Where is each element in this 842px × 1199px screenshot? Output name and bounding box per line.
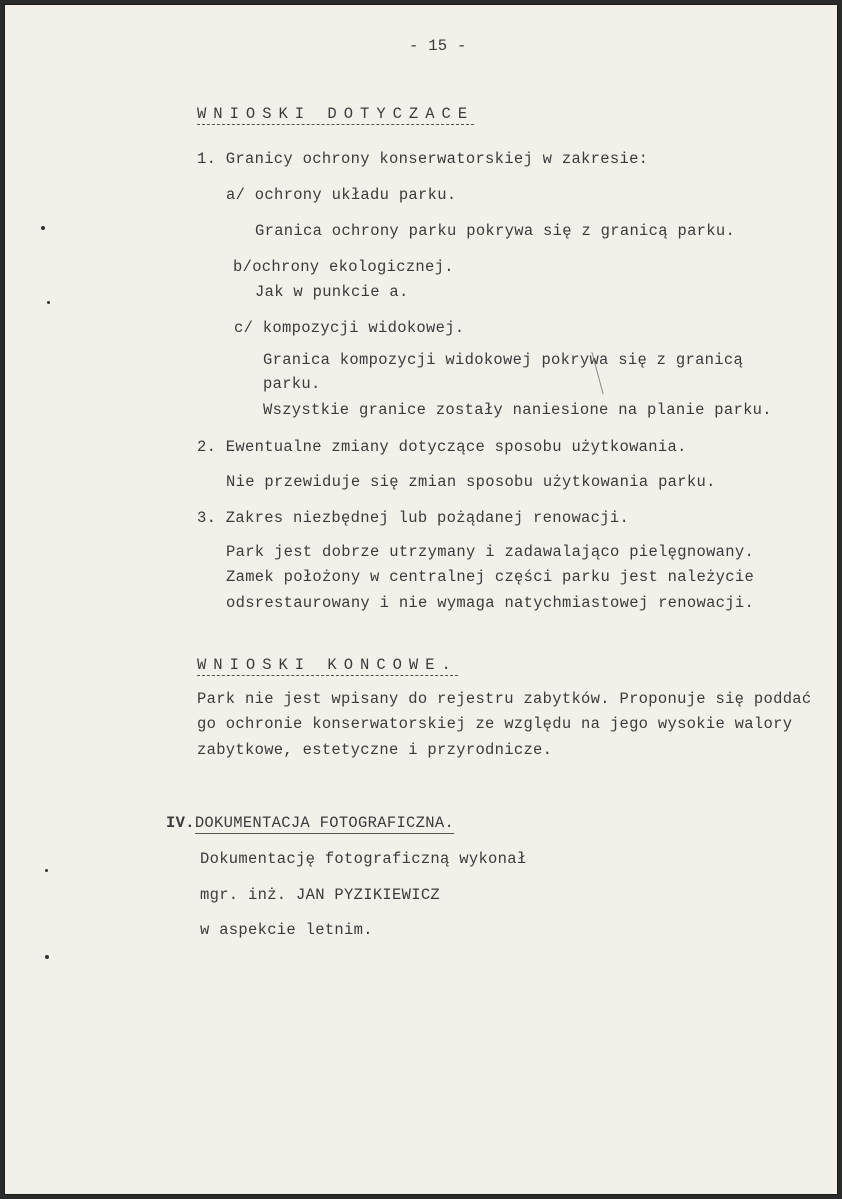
section-iv-heading-line (166, 814, 454, 832)
koncowe-text-1: Park nie jest wpisany do rejestru zabytków. Proponuje się poddać (197, 690, 812, 708)
item-2-label: 2. Ewentualne zmiany dotyczące sposobu użytkowania. (197, 438, 687, 456)
item-1-label: 1. Granicy ochrony konserwatorskiej w zakresie: (197, 150, 649, 168)
section-iv-heading: DOKUMENTACJA FOTOGRAFICZNA. (194, 814, 455, 832)
binder-hole-mark (45, 955, 49, 959)
section-iv-number: IV. (166, 814, 195, 832)
binder-hole-mark (41, 226, 45, 230)
item-1b-label: b/ochrony ekologicznej. (233, 258, 454, 276)
section-heading-wnioski-dotyczace: WNIOSKI DOTYCZACE (197, 105, 475, 123)
item-1b-text: Jak w punkcie a. (255, 283, 409, 301)
document-page (4, 4, 838, 1195)
page-number: - 15 - (409, 37, 467, 55)
item-1c-label: c/ kompozycji widokowej. (234, 319, 465, 337)
section-heading-wnioski-koncowe: WNIOSKI KONCOWE. (197, 656, 458, 674)
item-1c-text-3: Wszystkie granice zostały naniesione na planie parku. (263, 401, 772, 419)
item-1a-label: a/ ochrony układu parku. (226, 186, 457, 204)
koncowe-text-3: zabytkowe, estetyczne i przyrodnicze. (197, 741, 553, 759)
item-1c-text-1: Granica kompozycji widokowej pokrywa się z granicą (263, 351, 744, 369)
item-1a-text: Granica ochrony parku pokrywa się z granicą parku. (255, 222, 736, 240)
item-3-text-3: odsrestaurowany i nie wymaga natychmiastowej renowacji. (226, 594, 755, 612)
binder-hole-mark (45, 869, 48, 872)
item-3-text-2: Zamek położony w centralnej części parku jest należycie (226, 568, 755, 586)
item-2-text: Nie przewiduje się zmian sposobu użytkowania parku. (226, 473, 716, 491)
binder-hole-mark (47, 301, 50, 304)
item-1c-text-2: parku. (263, 375, 321, 393)
section-iv-text-2: mgr. inż. JAN PYZIKIEWICZ (200, 886, 441, 904)
section-iv-text-1: Dokumentację fotograficzną wykonał (200, 850, 527, 868)
item-3-text-1: Park jest dobrze utrzymany i zadawalająco pielęgnowany. (226, 543, 755, 561)
koncowe-text-2: go ochronie konserwatorskiej ze względu na jego wysokie walory (197, 715, 793, 733)
section-iv-text-3: w aspekcie letnim. (200, 921, 373, 939)
item-3-label: 3. Zakres niezbędnej lub pożądanej renowacji. (197, 509, 630, 527)
